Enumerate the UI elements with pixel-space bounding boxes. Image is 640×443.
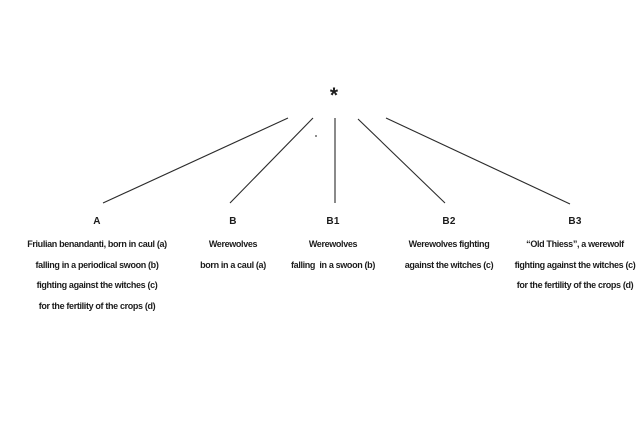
node-B3 — [495, 212, 640, 296]
edge-root-a — [103, 118, 288, 203]
node-A-description: Friulian benandanti, born in caul (a) — [27, 239, 167, 249]
node-B1-description: falling in a swoon (b) — [291, 259, 375, 270]
node-B2-description: against the witches (c) — [404, 259, 494, 270]
node-B3-description: “Old Thiess”, a werewolf — [526, 239, 624, 249]
edge-root-b — [230, 118, 313, 203]
node-B2-description: Werewolves fighting — [408, 239, 490, 249]
root-node-label: * — [329, 84, 339, 107]
node-A-description: falling in a periodical swoon (b) — [35, 259, 159, 270]
node-B3-label: B3 — [568, 216, 582, 227]
node-B-description: born in a caul (a) — [200, 259, 266, 270]
edge-root-b3 — [386, 118, 570, 204]
edge-root-b2 — [358, 119, 445, 203]
node-A-label: A — [93, 216, 101, 227]
node-B1-label: B1 — [326, 216, 340, 227]
stray-mark — [315, 135, 317, 137]
node-B3-description: for the fertility of the crops (d) — [516, 280, 634, 290]
node-A — [2, 212, 192, 316]
node-B2-label: B2 — [442, 216, 456, 227]
node-B-description: Werewolves — [208, 239, 258, 249]
node-B1-description: Werewolves — [308, 239, 358, 249]
node-B-label: B — [229, 216, 237, 227]
node-B3-description: fighting against the witches (c) — [514, 259, 636, 270]
node-A-description: fighting against the witches (c) — [36, 280, 158, 290]
node-A-description: for the fertility of the crops (d) — [38, 300, 156, 311]
